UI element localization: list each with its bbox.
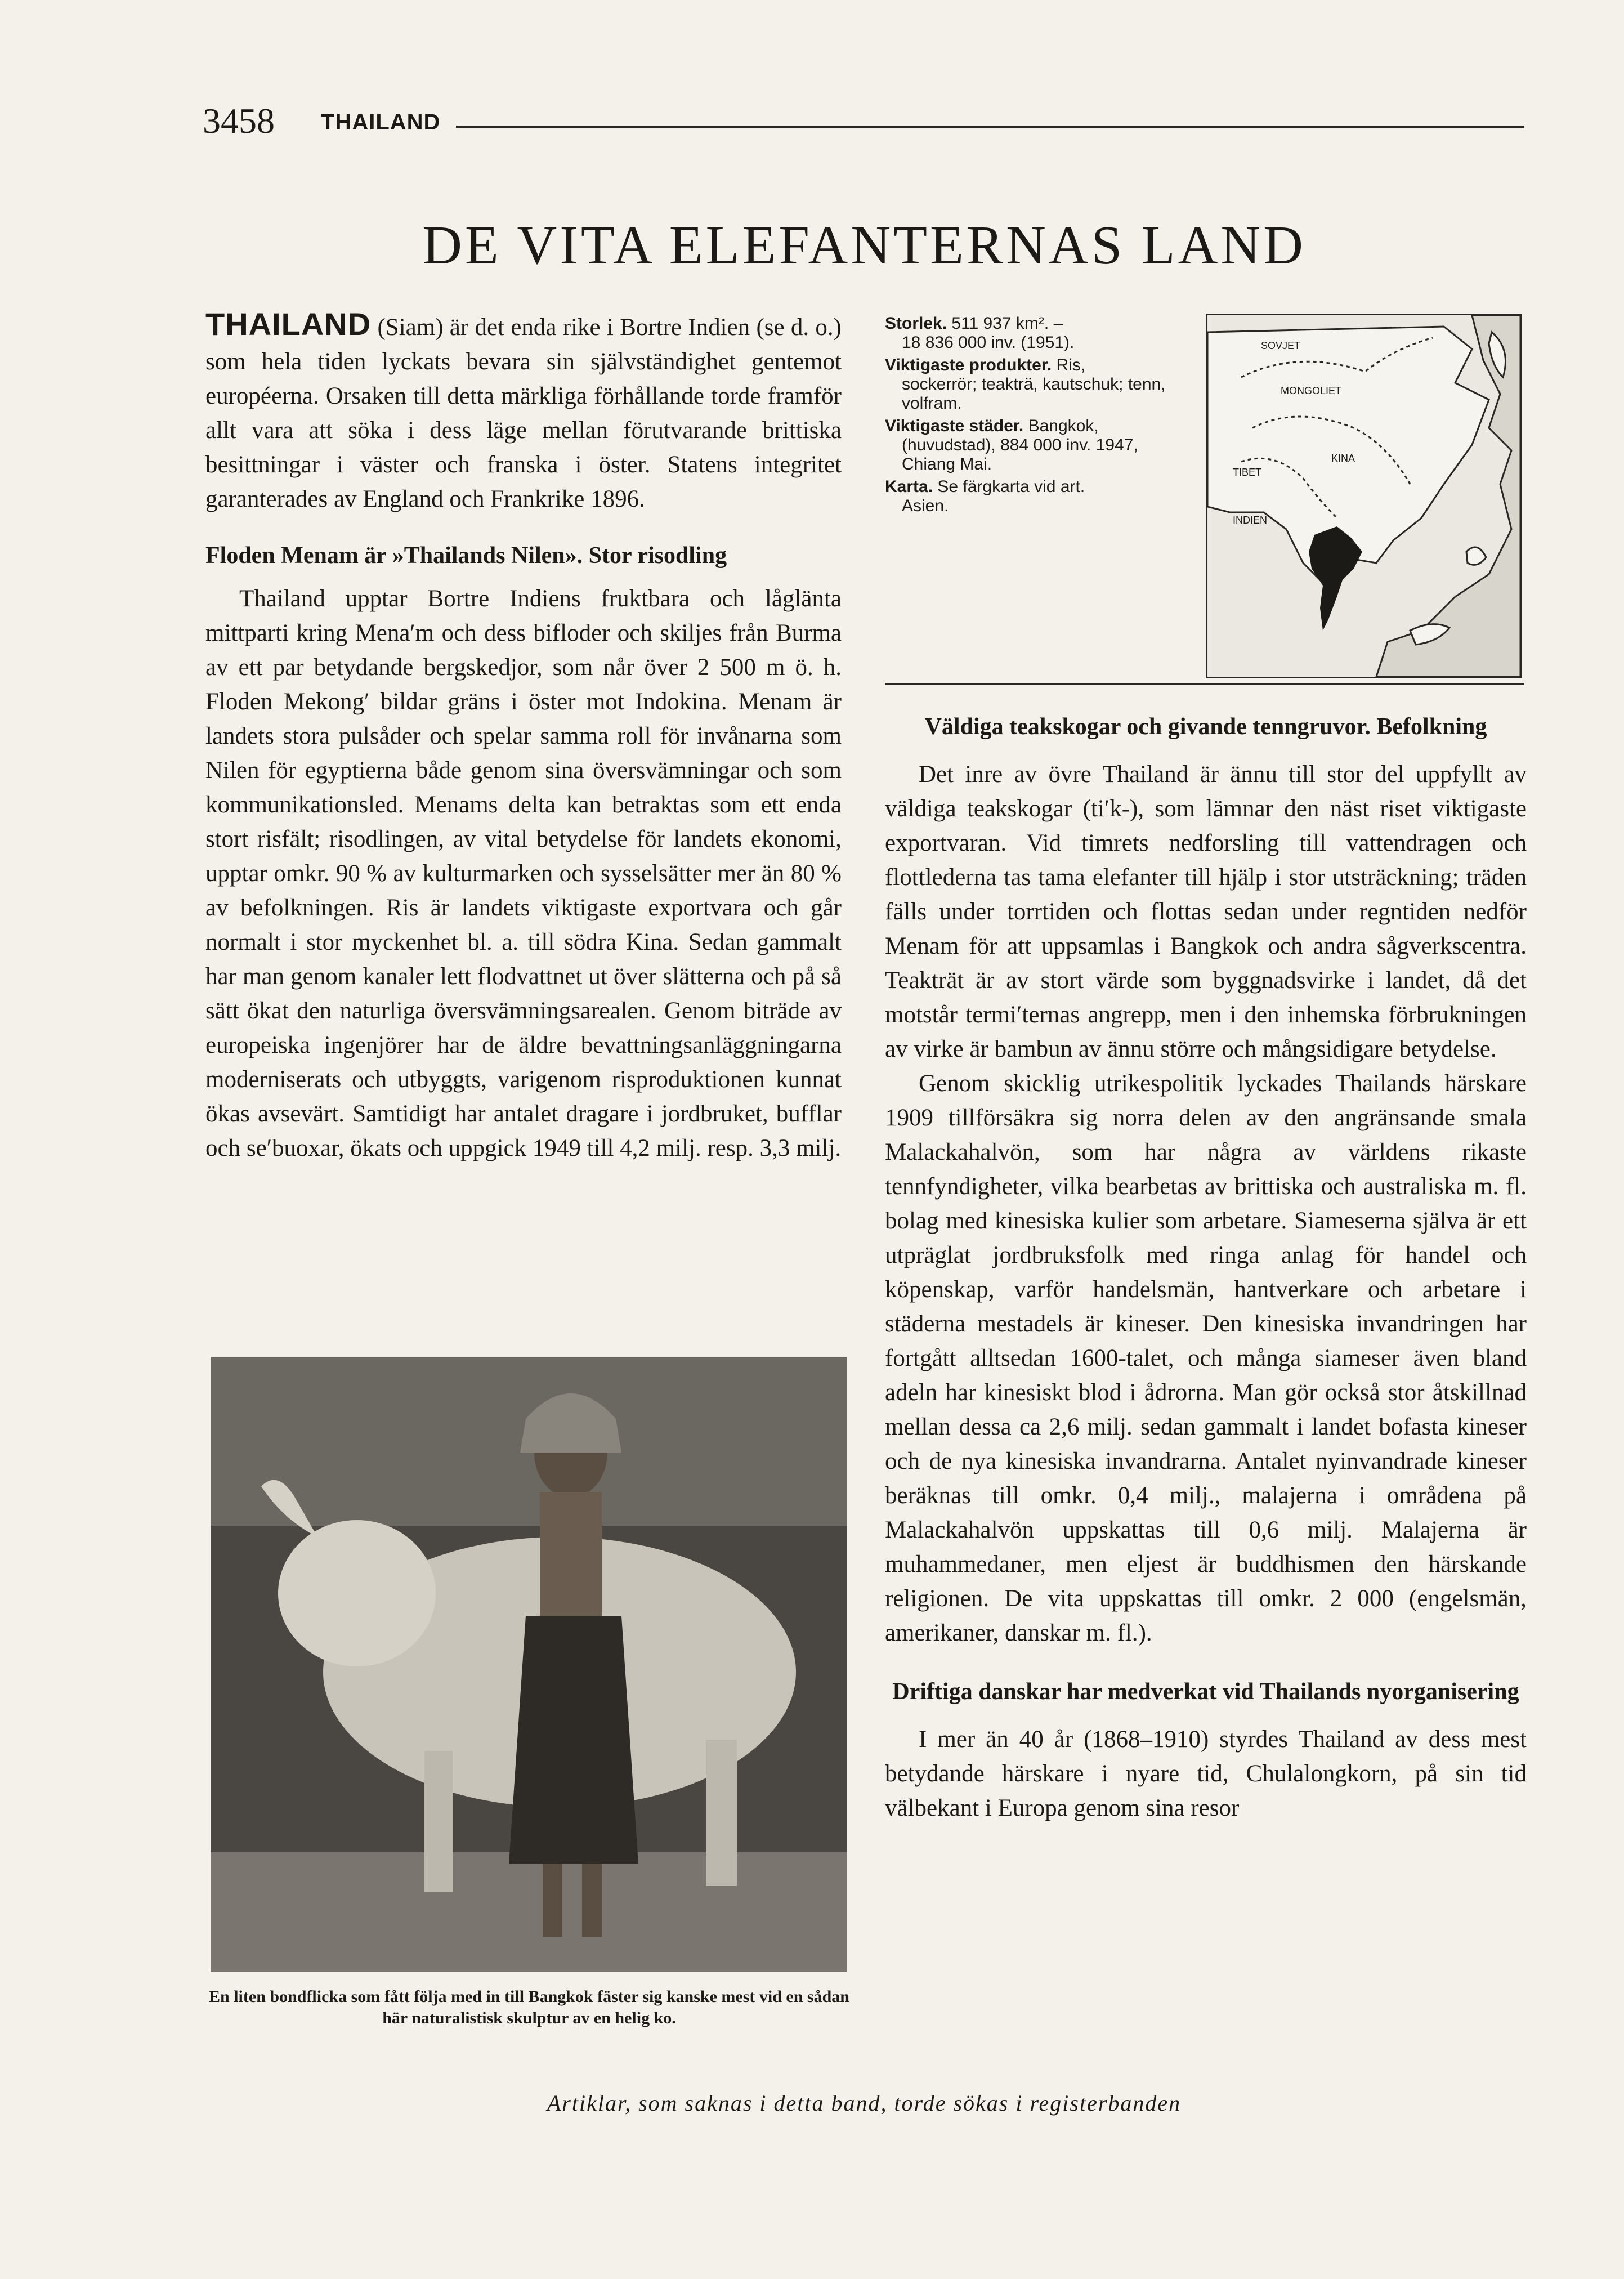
intro-paragraph xyxy=(205,307,842,516)
section-heading-teak: Väldiga teakskogar och givande tenngruvor. Befolkning xyxy=(924,714,1487,740)
header-rule xyxy=(456,126,1524,128)
intro-text: (Siam) är det enda rike i Bortre Indien (se d. o.) som hela tiden lyckats bevara sin självständighet gentemot européerna. Orsaken till detta märkliga förhållande torde framför allt vara att söka i dess läge mellan förutvarande brittiska besittningar i väster och franska i öster. Statens integritet garanterades av England och Frankrike 1896. xyxy=(205,314,842,512)
fact-products: Viktigaste produkter. Ris, sockerrör; teakträ, kautschuk; tenn, volfram. xyxy=(885,356,1166,413)
chulalongkorn-paragraph: I mer än 40 år (1868–1910) styrdes Thailand av dess mest betydande härskare i nyare tid, Chulalongkorn, på sin tid välbekant i Europa genom sina resor xyxy=(885,1726,1527,1821)
map-label-tibet: TIBET xyxy=(1233,467,1262,478)
article-title: DE VITA ELEFANTERNAS LAND xyxy=(422,215,1306,276)
section-heading-danskar: Driftiga danskar har medverkat vid Thailands nyorganisering xyxy=(892,1679,1519,1705)
footer-note: Artiklar, som saknas i detta band, torde sökas i registerbanden xyxy=(547,2090,1182,2116)
fact-cities: Viktigaste städer. Bangkok, (huvudstad), 884 000 inv. 1947, Chiang Mai. xyxy=(885,417,1138,473)
page-number: 3458 xyxy=(203,101,275,141)
locator-map xyxy=(1206,314,1522,678)
map-graphic xyxy=(1207,315,1520,677)
column-divider-rule xyxy=(885,683,1524,685)
left-column xyxy=(205,307,842,1165)
facts-box xyxy=(885,314,1189,519)
map-label-indien: INDIEN xyxy=(1233,515,1268,526)
photo-girl-with-cow-sculpture xyxy=(211,1357,847,1972)
photo-caption: En liten bondflicka som fått följa med in till Bangkok fäster sig kanske mest vid en sådan här naturalistisk skulptur av en helig ko. xyxy=(209,1987,849,2027)
photo-graphic xyxy=(211,1357,847,1972)
running-head: THAILAND xyxy=(321,110,441,135)
map-label-kina: KINA xyxy=(1331,453,1355,464)
teak-paragraph: Det inre av övre Thailand är ännu till stor del uppfyllt av väldiga teakskogar (ti′k-), som lämnar den näst riset viktigaste exportvaran. Vid timrets nedforsling till vattendragen och flottlederna tas tama elefanter till hjälp i stor utsträckning; träden fälls under torrtiden och flottas sedan under regntiden nedför Menam för att uppsamlas i Bangkok och andra sågverkscentra. Teakträt är av stort värde som byggnadsvirke i landet, då det motstår termi′ternas angrepp, men i den inhemska förbrukningen av virke är bambun av ännu större och mångsidigare betydelse. xyxy=(885,761,1527,1062)
fact-size: Storlek. 511 937 km². – 18 836 000 inv. (1951). xyxy=(885,314,1075,352)
map-label-sovjet: SOVJET xyxy=(1261,340,1301,351)
map-label-mongoliet: MONGOLIET xyxy=(1281,385,1342,396)
right-column xyxy=(885,712,1527,1825)
population-paragraph: Genom skicklig utrikespolitik lyckades Thailands härskare 1909 tillförsäkra sig norra delen av den angränsande smala Malackahalvön, som har några av världens rikaste tennfyndigheter, vilka bearbetas av brittiska och australiska m. fl. bolag med kinesiska kulier som arbetare. Siameserna själva är ett utpräglat jordbruksfolk med ringa anlag för handel och köpenskap, varför handelsmän, hantverkare och arbetare i städerna mestadels är kineser. Den kinesiska invandringen har fortgått alltsedan 1600-talet, och många siameser även bland adeln har kinesiskt blod i ådrorna. Man gör också stor åtskillnad mellan dessa ca 2,6 milj. sedan gammalt i landet bofasta kineser och de nya kinesiska invandrarna. Antalet nyinvandrade kineser beräknas till omkr. 0,4 milj., malajerna i områdena på Malackahalvön uppskattas till 0,6 milj. Malajerna är muhammedaner, men eljest är buddhismen den härskande religionen. De vita uppskattas till omkr. 2 000 (engelsmän, amerikaner, danskar m. fl.). xyxy=(885,1070,1527,1646)
section-heading-menam: Floden Menam är »Thailands Nilen». Stor risodling xyxy=(205,543,727,569)
menam-paragraph: Thailand upptar Bortre Indiens fruktbara och låglänta mittparti kring Mena′m och dess bifloder och skiljes från Burma av ett par betydande bergskedjor, som når över 2 500 m ö. h. Floden Mekong′ bildar gräns i öster mot Indokina. Menam är landets stora pulsåder och spelar samma roll för invånarna som Nilen för egyptierna både genom sina översvämningar och som kommunikationsled. Menams delta kan betraktas som ett enda stort risfält; risodlingen, av vital betydelse för landets ekonomi, upptar omkr. 90 % av kulturmarken och sysselsätter mer än 80 % av befolkningen. Ris är landets viktigaste exportvara och går normalt i stor myckenhet bl. a. till södra Kina. Sedan gammalt har man genom kanaler lett flodvattnet ut över slätterna och på så sätt ökat den naturliga översvämningsarealen. Genom biträde av europeiska ingenjörer har de äldre bevattningsanläggningarna moderniserats och utbyggts, varigenom risproduktionen kunnat ökas avsevärt. Samtidigt har antalet dragare i jordbruket, bufflar och se′buoxar, ökats och uppgick 1949 till 4,2 milj. resp. 3,3 milj. xyxy=(205,586,842,1161)
lead-word: THAILAND xyxy=(205,306,372,342)
fact-map: Karta. Se färgkarta vid art. Asien. xyxy=(885,477,1085,515)
